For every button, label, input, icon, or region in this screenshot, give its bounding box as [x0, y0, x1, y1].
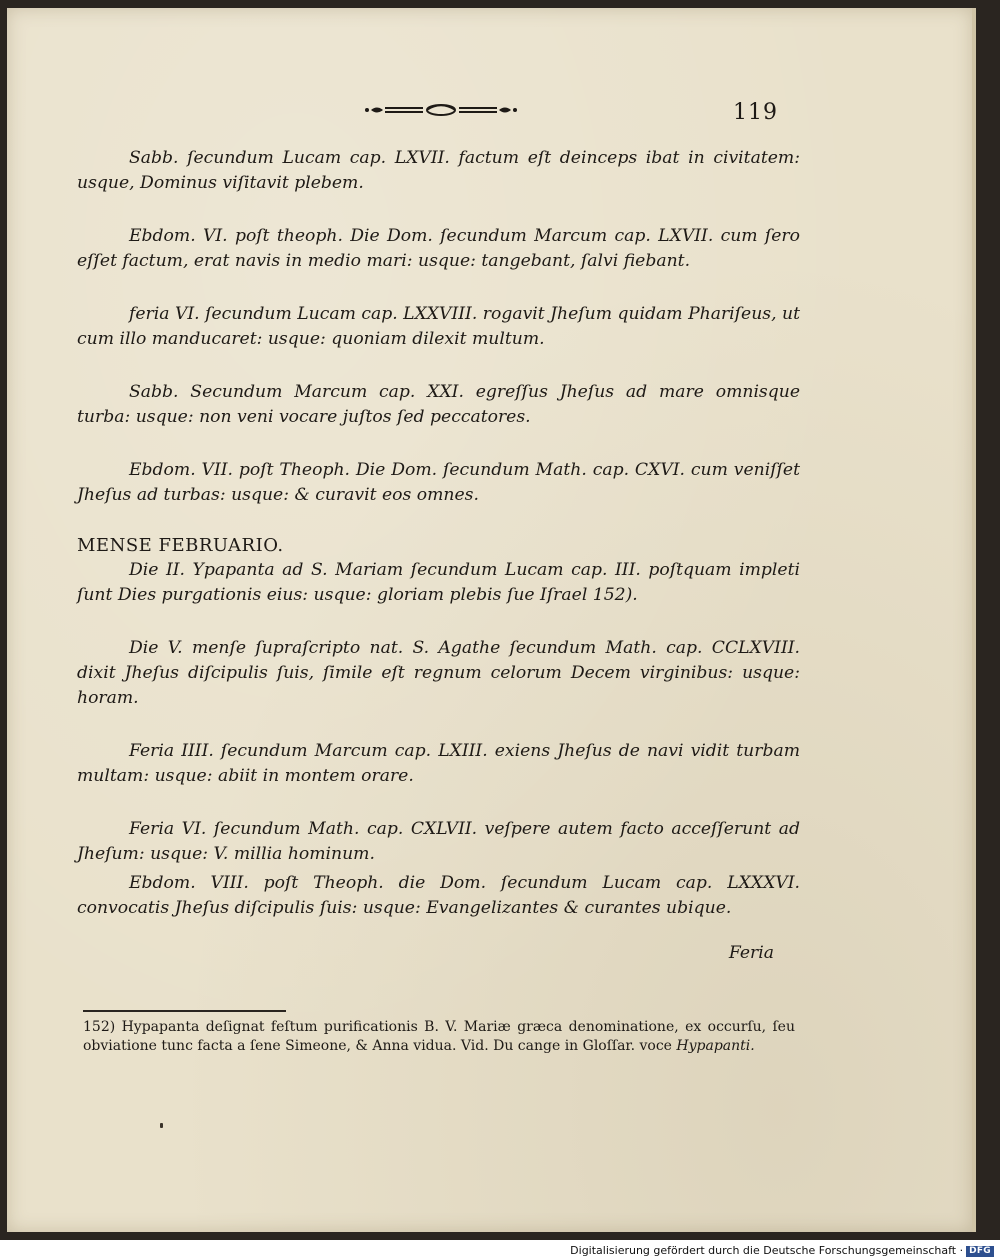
page-header	[7, 100, 972, 130]
lection-paragraph: Die II. Ypapanta ad S. Mariam ſecundum Lucam cap. III. poſtquam impleti ſunt Dies purgationis eius: usque: gloriam plebis ſue Iſrael 152).	[77, 560, 800, 605]
paper-speck	[160, 1123, 163, 1128]
lection-paragraph: Ebdom. VI. poſt theoph. Die Dom. ſecundum Marcum cap. LXVII. cum ſero eſſet factum, erat navis in medio mari: usque: tangebant, ſalvi fiebant.	[77, 226, 800, 271]
credit-text: Digitalisierung gefördert durch die Deutsche Forschungsgemeinschaft ·	[570, 1244, 964, 1257]
lection-paragraph: Feria VI. ſecundum Math. cap. CXLVII. veſpere autem facto acceſſerunt ad Jheſum: usque: V. millia hominum.	[77, 819, 800, 864]
footnote-term: Hypapanti.	[676, 1038, 755, 1054]
lection-paragraph: Sabb. ſecundum Lucam cap. LXVII. factum eſt deinceps ibat in civitatem: usque, Dominus viſitavit plebem.	[77, 148, 800, 193]
scanned-page	[7, 8, 972, 1232]
funding-credit	[570, 1245, 994, 1257]
footnote	[83, 1018, 795, 1056]
header-ornament	[363, 102, 519, 116]
catchword: Feria	[728, 943, 774, 963]
footnote-rule	[83, 1010, 286, 1012]
lection-paragraph: feria VI. ſecundum Lucam cap. LXXVIII. rogavit Jheſum quidam Phariſeus, ut cum illo manducaret: usque: quoniam dilexit multum.	[77, 304, 800, 349]
page-edge	[972, 8, 976, 1232]
lection-paragraph: Ebdom. VII. poſt Theoph. Die Dom. ſecundum Math. cap. CXVI. cum veniſſet Jheſus ad turbas: usque: & curavit eos omnes.	[77, 460, 800, 505]
lection-paragraph: Feria IIII. ſecundum Marcum cap. LXIII. exiens Jheſus de navi vidit turbam multam: usque: abiit in montem orare.	[77, 741, 800, 786]
lection-paragraph: Ebdom. VIII. poſt Theoph. die Dom. ſecundum Lucam cap. LXXXVI. convocatis Jheſus diſcipulis ſuis: usque: Evangelizantes & curantes ubique.	[77, 873, 800, 918]
lection-paragraph: Sabb. Secundum Marcum cap. XXI. egreſſus Jheſus ad mare omnisque turba: usque: non veni vocare juſtos ſed peccatores.	[77, 382, 800, 427]
page-body	[77, 146, 800, 966]
month-heading: MENSE FEBRUARIO.	[77, 535, 284, 556]
page-number: 119	[733, 100, 778, 125]
dfg-logo-icon: DFG	[966, 1246, 994, 1257]
lection-paragraph: Die V. menſe ſupraſcripto nat. S. Agathe ſecundum Math. cap. CCLXVIII. dixit Jheſus diſcipulis ſuis, ſimile eſt regnum celorum Decem virginibus: usque: horam.	[77, 638, 800, 708]
footnote-text: 152) Hypapanta deſignat feſtum purificationis B. V. Mariæ græca denominatione, ex occurſu, ſeu obviatione tunc facta a ſene Simeone, & Anna vidua. Vid. Du cange in Gloſſar. voce	[83, 1019, 795, 1054]
